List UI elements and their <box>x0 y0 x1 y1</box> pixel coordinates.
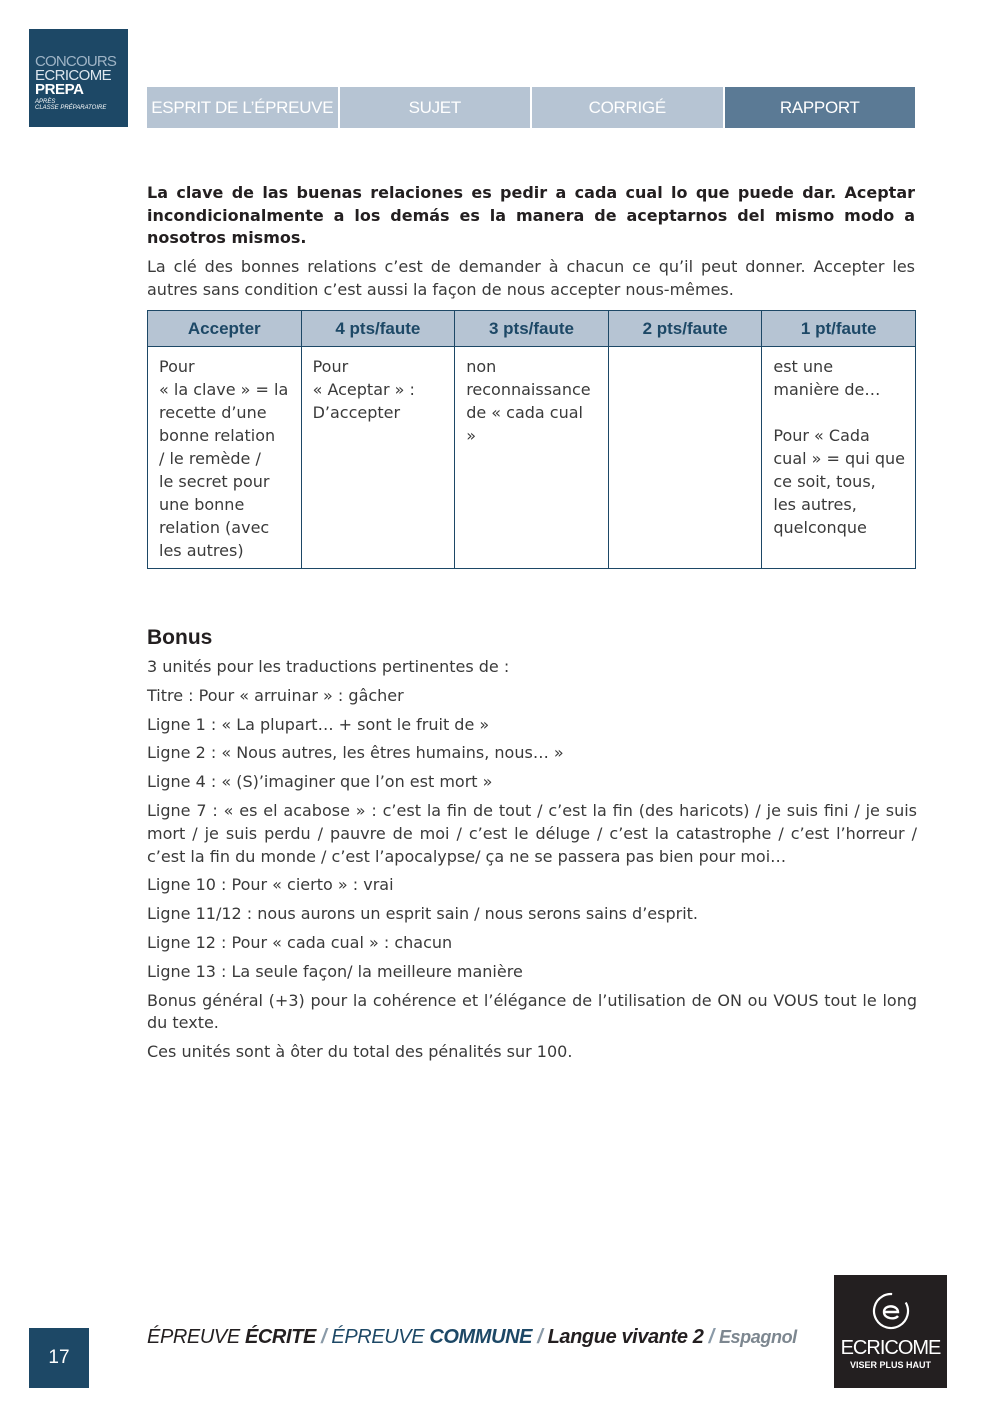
list-item: Ligne 1 : « La plupart… + sont le fruit de » <box>147 714 490 734</box>
bonus-heading: Bonus <box>147 626 213 649</box>
cell-line: de « cada cual » <box>466 403 583 445</box>
list-item: Ligne 4 : « (S)’imaginer que l’on est mort » <box>147 772 493 792</box>
footer-epreuve: ÉPREUVE <box>147 1326 245 1348</box>
french-quote: La clé des bonnes relations c’est de demander à chacun ce qu’il peut donner. Accepter les autres sans condition c’est aussi la façon de nous accepter nous-mêmes. <box>147 257 915 299</box>
tab-sujet[interactable]: SUJET <box>340 87 531 128</box>
list-item: Titre : Pour « arruinar » : gâcher <box>147 685 404 705</box>
cell-line: « Aceptar » : <box>312 380 415 399</box>
logo-line-classe: CLASSE PRÉPARATOIRE <box>35 105 107 111</box>
list-item: Ligne 13 : La seule façon/ la meilleure manière <box>147 961 523 981</box>
cell-line: relation (avec <box>159 518 270 537</box>
ecricome-logo <box>834 1275 947 1388</box>
cell-line: recette d’une <box>159 403 267 422</box>
list-item: Ligne 7 : « es el acabose » : c’est la fin de tout / c’est la fin (des haricots) / je suis fini / je suis mort / je suis perdu / pauvre de moi / c’est le déluge / c’est la catastrophe / c’est l’horreur / c’est la fin du monde / c’est l’apocalypse/ ça ne se passera pas bien pour moi… <box>147 800 917 866</box>
cell-line: manière de… <box>773 380 881 399</box>
list-item: Ligne 10 : Pour « cierto » : vrai <box>147 875 394 895</box>
ecricome-e-icon <box>871 1291 911 1331</box>
cell-1-pt <box>762 347 916 569</box>
cell-4-pts <box>301 347 455 569</box>
list-item: Ligne 12 : Pour « cada cual » : chacun <box>147 932 453 952</box>
list-item: Ligne 2 : « Nous autres, les êtres humains, nous… » <box>147 743 564 763</box>
cell-line: / le remède / <box>159 449 261 468</box>
cell-line: quelconque <box>773 518 867 537</box>
cell-line: le secret pour <box>159 472 270 491</box>
bonus-list <box>147 656 917 1070</box>
cell-spacer <box>773 401 905 424</box>
header-accepter: Accepter <box>148 311 302 347</box>
section-tabs <box>147 87 915 128</box>
table-header-row <box>148 311 916 347</box>
cell-line: les autres, <box>773 495 857 514</box>
list-item: Ligne 11/12 : nous aurons un esprit sain / nous serons sains d’esprit. <box>147 904 699 924</box>
footer-separator: / <box>315 1326 332 1348</box>
header-1-pt: 1 pt/faute <box>762 311 916 347</box>
list-item: 3 unités pour les traductions pertinentes de : <box>147 657 510 676</box>
cell-line: Pour « Cada <box>773 426 870 445</box>
cell-line: Pour <box>312 357 349 376</box>
logo-line-concours: CONCOURS <box>35 53 117 70</box>
tab-rapport[interactable]: RAPPORT <box>725 87 916 128</box>
header-4-pts: 4 pts/faute <box>301 311 455 347</box>
logo-line-apres: APRÈS <box>35 99 56 105</box>
cell-2-pts <box>608 347 762 569</box>
logo-line-ecricome: ECRICOME <box>35 67 112 84</box>
cell-line: bonne relation <box>159 426 276 445</box>
footer-langue: Langue vivante 2 <box>547 1326 704 1348</box>
logo-name: ECRICOME <box>840 1337 941 1359</box>
cell-3-pts <box>455 347 609 569</box>
header-3-pts: 3 pts/faute <box>455 311 609 347</box>
cell-line: est une <box>773 357 834 376</box>
table-row <box>148 347 916 569</box>
cell-line: reconnaissance <box>466 380 591 399</box>
cell-accepter <box>148 347 302 569</box>
list-item: Ces unités sont à ôter du total des pénalités sur 100. <box>147 1042 573 1062</box>
footer-espagnol: Espagnol <box>718 1327 797 1347</box>
list-item: Bonus général (+3) pour la cohérence et l’élégance de l’utilisation de ON ou VOUS tout le long du texte. <box>147 990 917 1033</box>
page-number: 17 <box>29 1328 89 1388</box>
footer-separator: / <box>703 1326 719 1348</box>
cell-line: Pour <box>159 357 195 376</box>
ecricome-prepa-logo <box>29 29 128 127</box>
spanish-quote: La clave de las buenas relaciones es pedir a cada cual lo que puede dar. Aceptar incondicionalmente a los demás es la manera de aceptarnos del mismo modo a nosotros mismos. <box>147 183 915 247</box>
footer-title <box>147 1326 797 1349</box>
cell-line: D’accepter <box>312 403 401 422</box>
footer-ecrite: ÉCRITE <box>244 1326 316 1348</box>
cell-line: une bonne <box>159 495 245 514</box>
cell-line: « la clave » = la <box>159 380 289 399</box>
logo-tagline: VISER PLUS HAUT <box>849 1360 931 1370</box>
footer-separator: / <box>532 1326 548 1348</box>
logo-line-prepa: PREPA <box>35 81 84 98</box>
grading-table <box>147 310 916 569</box>
tab-corrige[interactable]: CORRIGÉ <box>532 87 723 128</box>
cell-line: non <box>466 357 497 376</box>
footer-commune: COMMUNE <box>429 1326 533 1348</box>
tab-esprit-epreuve[interactable]: ESPRIT DE L’ÉPREUVE <box>147 87 338 128</box>
cell-line: les autres) <box>159 541 244 560</box>
cell-line: ce soit, tous, <box>773 472 876 491</box>
footer-epreuve-2: ÉPREUVE <box>331 1326 430 1348</box>
header-2-pts: 2 pts/faute <box>608 311 762 347</box>
cell-line: cual » = qui que <box>773 449 905 468</box>
